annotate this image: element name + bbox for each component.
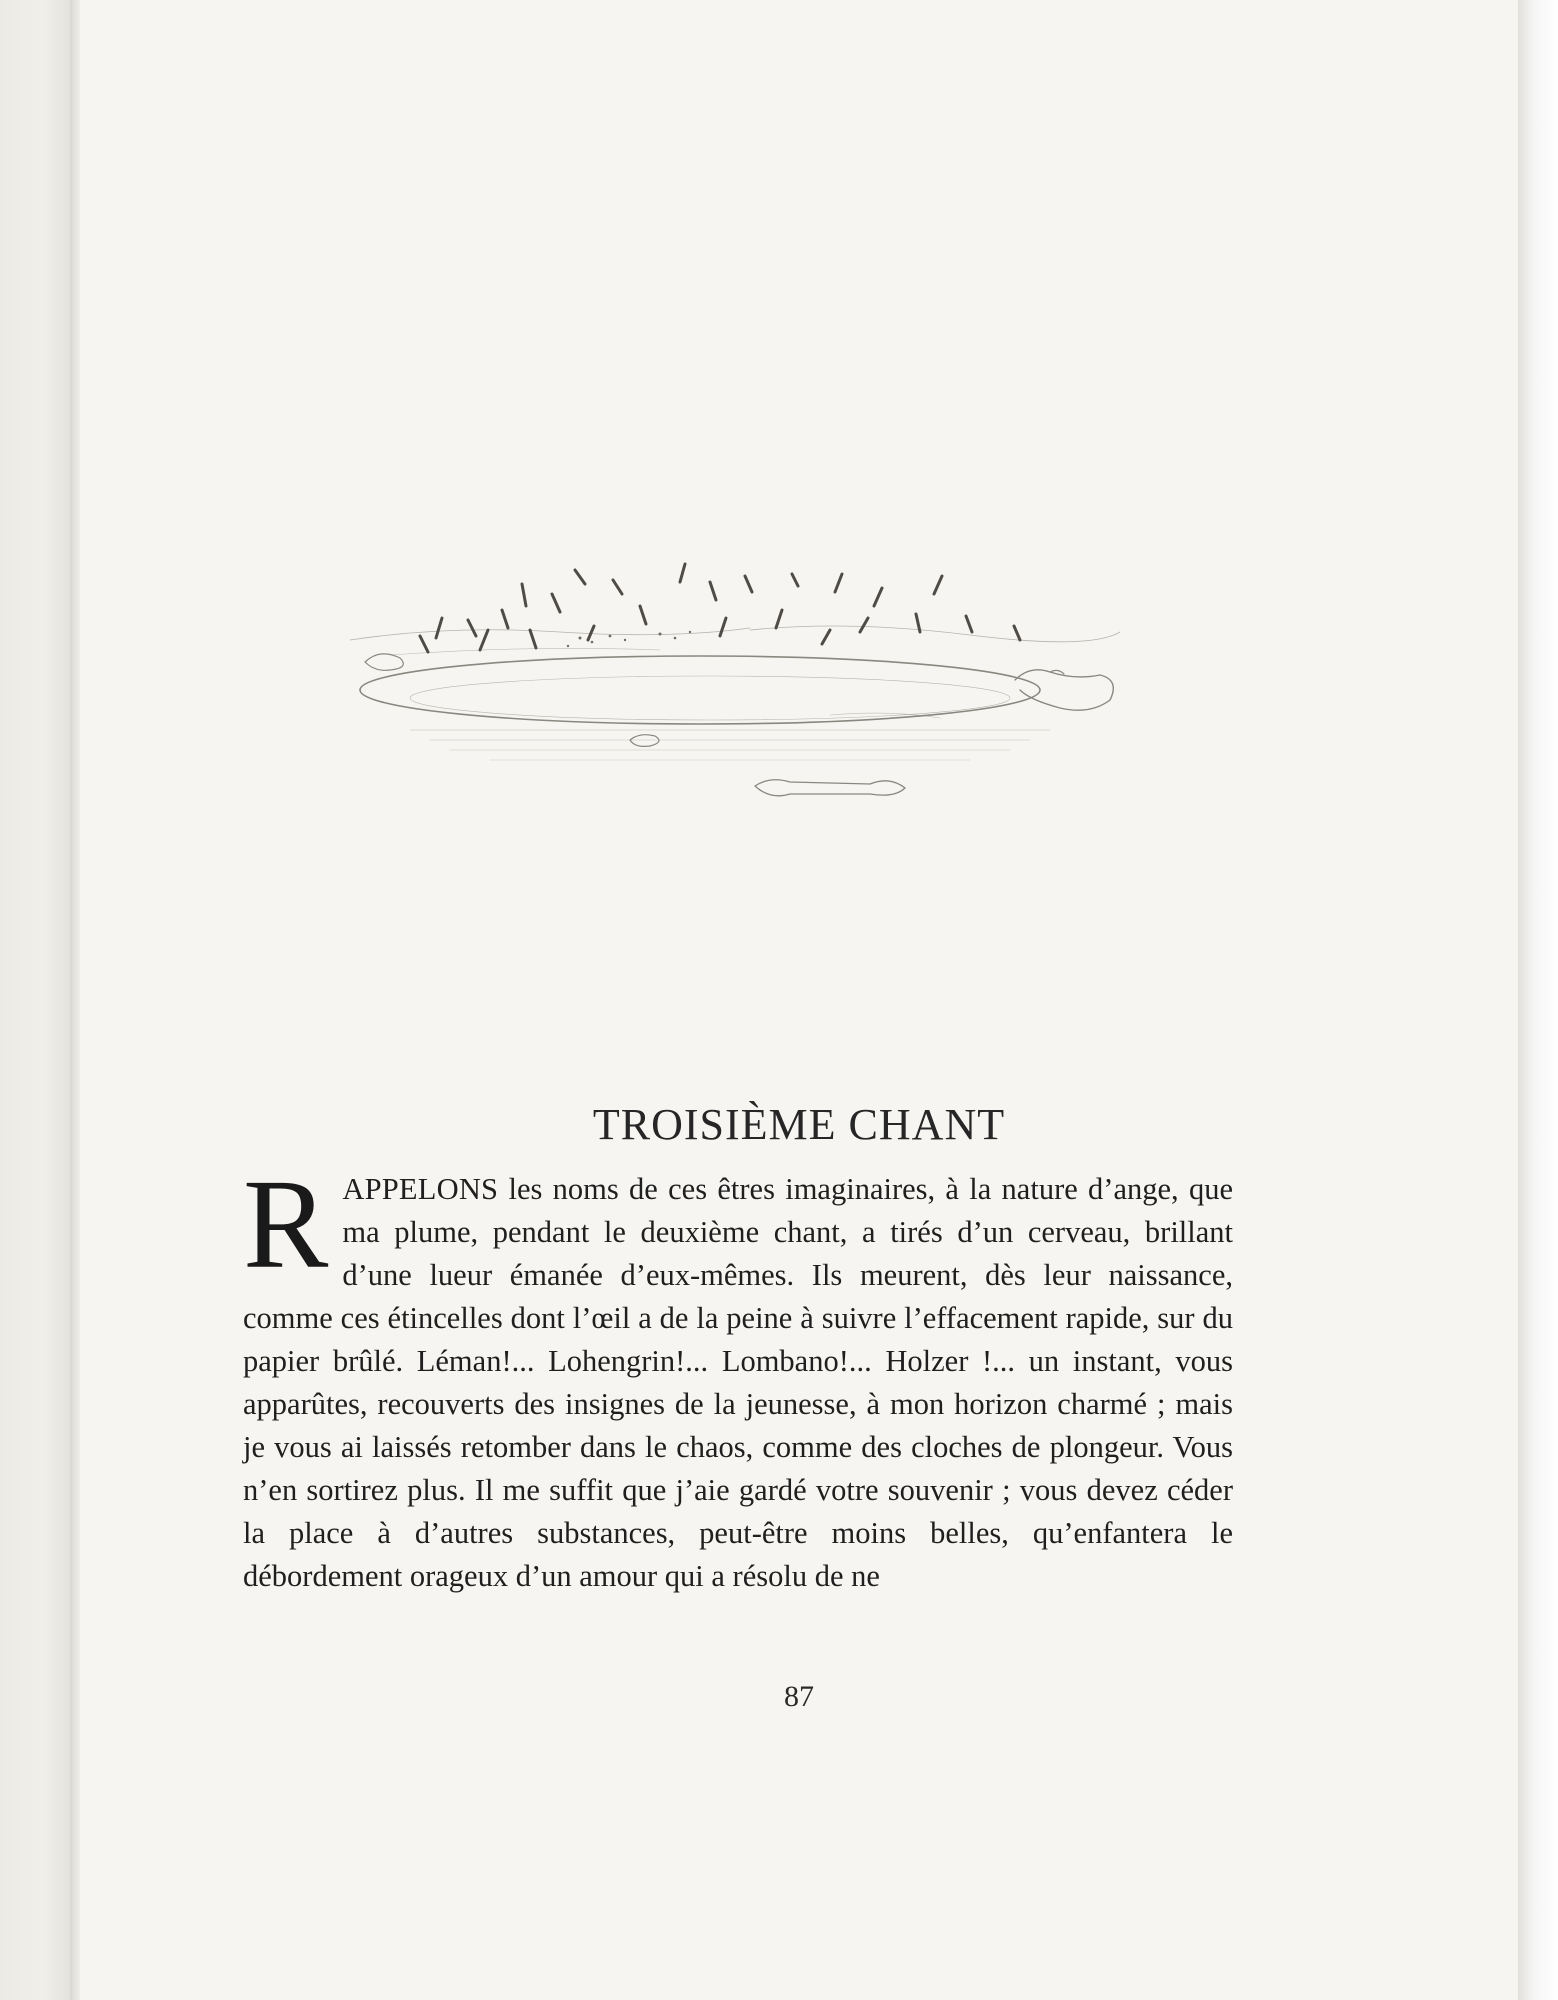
opening-word: APPELONS (342, 1172, 499, 1206)
chapter-title: TROISIÈME CHANT (592, 1100, 1006, 1150)
page-number: 87 (784, 1680, 814, 1713)
paragraph-text: les noms de ces êtres imaginaires, à la nature d’ange, que ma plume, pendant le deuxième chant, a tirés d’un cerveau, brillant d’une lueur émanée d’eux-mêmes. Ils meurent, dès leur naissance, comme ces étincelles dont l’œil a de la peine à suivre l’effacement rapide, sur du papier brûlé. Léman!... Lohengrin!... Lombano!... Holzer !... un instant, vous apparûtes, recouverts des insignes de la jeunesse, à mon horizon charmé ; mais je vous ai laissés retomber dans le chaos, comme des cloches de plongeur. Vous n’en sortirez plus. Il me suffit que j’aie gardé votre souvenir ; vous devez céder la place à d’autres substances, peut-être moins belles, qu’enfantera le débordement orageux d’un amour qui a résolu de ne (243, 1172, 1233, 1593)
chapter-body (243, 1153, 1233, 1598)
book-gutter (70, 0, 80, 2000)
drop-cap-letter: R (243, 1153, 329, 1295)
facing-page (0, 0, 70, 2000)
page-edge (1518, 0, 1558, 2000)
etching-illustration (330, 540, 1140, 820)
